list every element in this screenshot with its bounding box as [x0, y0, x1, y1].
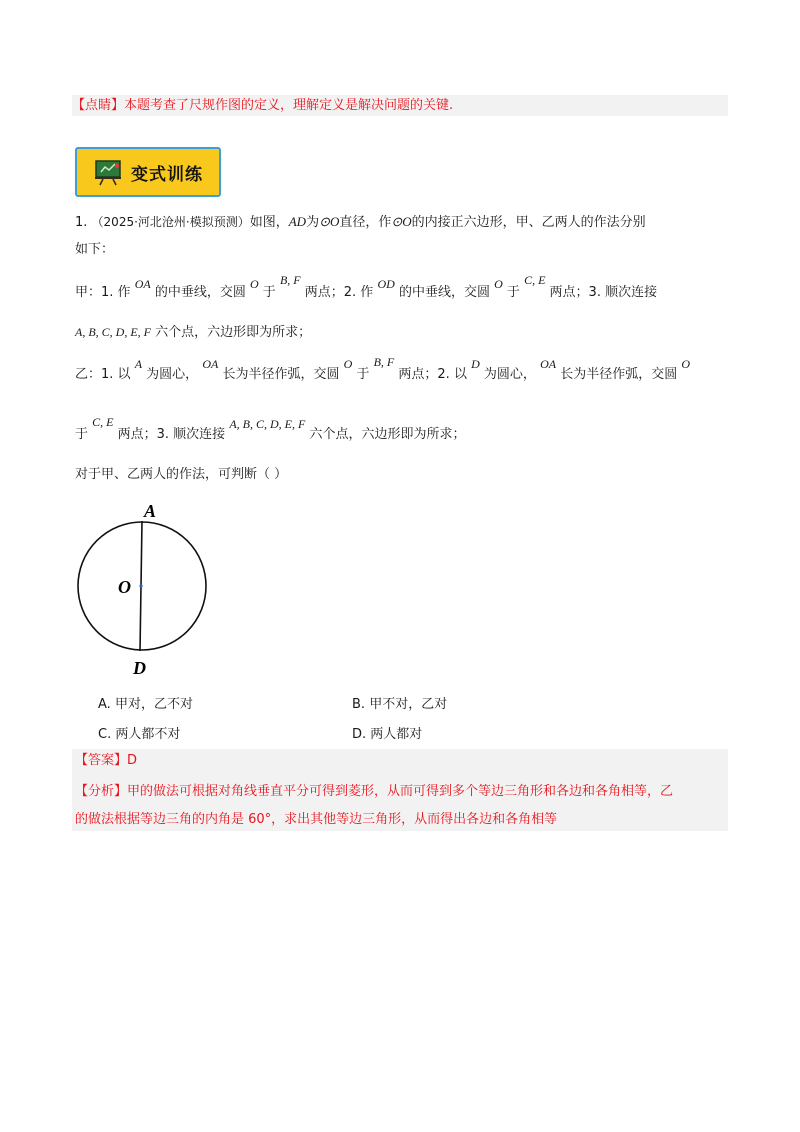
prompt-text: 对于甲、乙两人的作法，可判断（ ） — [75, 467, 288, 482]
question-text: 直径，作 — [339, 215, 392, 230]
circle-figure — [70, 500, 220, 680]
segment-OA: OA — [134, 277, 151, 291]
yi-text: 长为半径作弧，交圆 — [222, 367, 340, 382]
circle-O: ⊙O — [391, 214, 412, 229]
circle-O: ⊙O — [319, 214, 340, 229]
question-source: （2025·河北沧州·模拟预测） — [91, 215, 250, 229]
question-text: 为 — [306, 215, 320, 230]
yi-text: 两点；3. 顺次连接 — [117, 427, 226, 442]
choice-a[interactable] — [98, 693, 193, 712]
presentation-board-icon — [93, 157, 123, 187]
hint-tag: 【点睛】 — [72, 98, 125, 113]
segment-AD: AD — [288, 214, 307, 229]
question-text: 如图， — [249, 215, 289, 230]
answer-line — [75, 752, 137, 770]
hexagon-points: A, B, C, D, E, F — [75, 325, 151, 339]
yi-text: 于 — [75, 427, 89, 442]
segment-OA: OA — [540, 357, 557, 371]
jia-text: 的中垂线，交圆 — [154, 285, 246, 300]
points-CE: C, E — [524, 273, 546, 287]
hint-text: 本题考查了尺规作图的定义，理解定义是解决问题的关键. — [124, 98, 454, 113]
jia-text: 两点；3. 顺次连接 — [549, 285, 658, 300]
answer-value: D — [127, 753, 138, 768]
jia-text: 六个点，六边形即为所求； — [155, 325, 312, 340]
segment-OD: OD — [377, 277, 395, 291]
points-CE: C, E — [92, 415, 114, 429]
jia-text: 的中垂线，交圆 — [398, 285, 490, 300]
banner-title: 变式训练 — [131, 164, 203, 185]
question-line-1 — [75, 213, 646, 232]
label-D: D — [133, 658, 146, 678]
point-D: D — [471, 357, 480, 371]
point-O: O — [494, 277, 503, 291]
points-BF: B, F — [373, 355, 395, 369]
segment-OA: OA — [202, 357, 219, 371]
yi-text: 长为半径作弧，交圆 — [560, 367, 678, 382]
question-number: 1. — [75, 215, 88, 230]
answer-tag: 【答案】 — [75, 753, 128, 768]
yi-method-line — [75, 355, 691, 384]
point-O: O — [343, 357, 353, 371]
jia-text: 于 — [262, 285, 276, 300]
analysis-text: 的做法根据等边三角的内角是 60°，求出其他等边三角形，从而得出各边和各角相等 — [75, 812, 558, 827]
choice-text: 两人都对 — [370, 727, 423, 742]
choice-letter: C. — [98, 727, 112, 742]
center-point — [139, 584, 142, 587]
choice-text: 甲对，乙不对 — [114, 697, 193, 712]
yi-text: 于 — [356, 367, 370, 382]
choice-letter: B. — [352, 697, 366, 712]
hint-block — [72, 95, 728, 116]
choice-text: 两人都不对 — [115, 727, 181, 742]
analysis-line-1 — [75, 783, 673, 801]
point-O: O — [681, 357, 691, 371]
analysis-line-2 — [75, 811, 557, 829]
choice-d[interactable] — [352, 723, 422, 742]
analysis-text: 甲的做法可根据对角线垂直平分可得到菱形，从而可得到多个等边三角形和各边和各角相等，乙 — [127, 784, 674, 799]
label-A: A — [144, 501, 157, 521]
question-text: 如下： — [75, 242, 115, 257]
analysis-tag: 【分析】 — [75, 784, 128, 799]
choice-b[interactable] — [352, 693, 447, 712]
point-O: O — [249, 277, 259, 291]
question-text: 的内接正六边形，甲、乙两人的作法分别 — [411, 215, 646, 230]
yi-text: 为圆心， — [483, 367, 536, 382]
yi-text: 两点；2. 以 — [398, 367, 467, 382]
choice-c[interactable] — [98, 723, 180, 742]
jia-text: 甲：1. 作 — [75, 285, 131, 300]
jia-method-line-2 — [75, 323, 311, 342]
point-A: A — [134, 357, 143, 371]
yi-text: 为圆心， — [146, 367, 199, 382]
variant-training-banner — [75, 147, 221, 197]
choice-text: 甲不对，乙对 — [369, 697, 448, 712]
yi-text: 乙：1. 以 — [75, 367, 131, 382]
question-prompt — [75, 466, 287, 484]
question-line-2 — [75, 241, 114, 259]
label-O: O — [118, 577, 131, 597]
hexagon-points: A, B, C, D, E, F — [229, 417, 306, 431]
jia-text: 于 — [506, 285, 520, 300]
choice-letter: A. — [98, 697, 111, 712]
jia-method-line — [75, 273, 658, 302]
choice-letter: D. — [352, 727, 367, 742]
yi-text: 六个点，六边形即为所求； — [309, 427, 466, 442]
yi-method-line-2 — [75, 415, 466, 444]
points-BF: B, F — [279, 273, 301, 287]
jia-text: 两点；2. 作 — [304, 285, 374, 300]
